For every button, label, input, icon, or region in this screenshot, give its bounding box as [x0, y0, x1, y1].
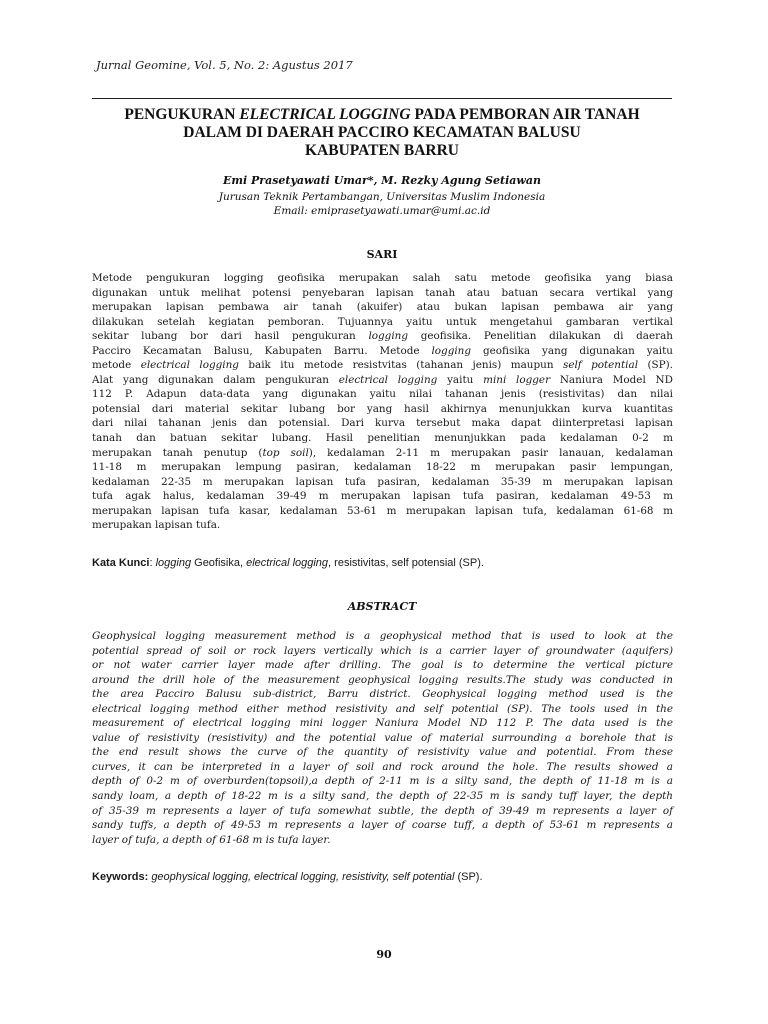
- text-line: 11-18 m merupakan lempung pasiran, kedalaman 18-22 m merupakan pasir lempungan,: [92, 461, 673, 474]
- keywords-label: Keywords:: [92, 871, 149, 883]
- title-line-1-pre: PENGUKURAN: [124, 106, 240, 123]
- kata-kunci: [92, 557, 484, 569]
- text-line: Pacciro Kecamatan Balusu, Kabupaten Barru. Metode logging geofisika yang digunakan yaitu: [92, 344, 674, 357]
- text-line: tanah dan batuan sekitar lubang. Hasil penelitian menunjukkan pada kedalaman 0-2 m: [92, 432, 673, 445]
- text-line: sandy loam, a depth of 18-22 m is a silty sand, the depth of 22-35 m is sandy tuff layer, the depth: [92, 790, 673, 803]
- text-line: the end result shows the curve of the quantity of resistivity value and potential. From these: [92, 746, 673, 759]
- kata-kunci-label: Kata Kunci: [92, 557, 150, 569]
- keywords-values: geophysical logging, electrical logging, resistivity, self potential (SP).: [151, 871, 483, 883]
- header-rule: [92, 98, 672, 99]
- text-line: merupakan lapisan tufa kasar, kedalaman 53-61 m merupakan lapisan tufa, kedalaman 61-68 m: [92, 504, 673, 517]
- abstract-body: [92, 629, 673, 847]
- text-line: of 35-39 m represents a layer of tufa somewhat subtle, the depth of 39-49 m represents a layer of: [92, 804, 673, 817]
- text-line: depth of 0-2 m of overburden(topsoil),a depth of 2-11 m is a silty sand, the depth of 11-18 m is a: [92, 775, 673, 788]
- sari-body: [92, 271, 673, 533]
- authors: Emi Prasetyawati Umar*, M. Rezky Agung Setiawan: [222, 174, 541, 187]
- title-line-1-post: PADA PEMBORAN AIR TANAH: [410, 106, 640, 123]
- email: Email: emiprasetyawati.umar@umi.ac.id: [273, 205, 491, 217]
- text-line: around the drill hole of the measurement geophysical logging results.The study was conducted in: [92, 673, 673, 686]
- text-line: merupakan lapisan pembawa air tanah (akuifer) atau bukan lapisan pembawa air yang: [92, 301, 673, 314]
- text-line: kedalaman 22-35 m merupakan lapisan tufa pasiran, kedalaman 35-39 m merupakan lapisan: [92, 475, 673, 488]
- text-line: measurement of electrical logging mini logger Naniura Model ND 112 P. The data used is the: [92, 717, 673, 730]
- journal-header: Jurnal Geomine, Vol. 5, No. 2: Agustus 2017: [96, 58, 353, 72]
- keywords: [92, 871, 483, 883]
- affiliation-block: [92, 190, 672, 218]
- title-line-3: KABUPATEN BARRU: [304, 142, 459, 159]
- affiliation: Jurusan Teknik Pertambangan, Universitas Muslim Indonesia: [218, 191, 546, 203]
- italic-term: logging: [368, 330, 408, 343]
- italic-term: mini logger: [483, 373, 551, 386]
- text-line: sekitar lubang bor dari hasil pengukuran logging geofisika. Penelitian dilakukan di daerah: [92, 330, 673, 343]
- text-line: potensial dari material sekitar lubang bor yang hasil akhirnya menunjukkan kurva kuantitas: [92, 402, 673, 415]
- title-line-2: DALAM DI DAERAH PACCIRO KECAMATAN BALUSU: [183, 124, 581, 141]
- text-line: or not water carrier layer made after drilling. The goal is to determine the vertical picture: [92, 659, 673, 672]
- text-line: Alat yang digunakan dalam pengukuran electrical logging yaitu mini logger Naniura Model ND: [92, 373, 673, 386]
- page-number: 90: [376, 948, 392, 961]
- text-line: metode electrical logging baik itu metode resistvitas (tahanan jenis) maupun self potential (SP).: [92, 359, 673, 372]
- italic-term: electrical logging: [338, 373, 438, 386]
- text-line: value of resistivity (resistivity) and the potential value of material surrounding a borehole that is: [92, 731, 673, 744]
- text-line: merupakan tanah penutup (top soil), kedalaman 2-11 m merupakan pasir lanauan, kedalaman: [92, 446, 674, 459]
- text-line: dilakukan setelah kegiatan pemboran. Tujuannya yaitu untuk mengetahui gambaran vertikal: [92, 315, 673, 328]
- italic-term: logging: [431, 344, 472, 357]
- title-line-1-em: ELECTRICAL LOGGING: [239, 106, 411, 123]
- italic-term: electrical logging: [140, 359, 239, 372]
- text-line: merupakan lapisan tufa.: [92, 519, 221, 532]
- text-line: dari nilai tahanan jenis dan potensial. Dari kurva tersebut maka dapat diinterpretasi lapisan: [92, 417, 673, 430]
- text-line: electrical logging method either method resistivity and self potential (SP). The tools used in the: [92, 702, 673, 715]
- text-line: potential spread of soil or rock layers vertically which is a carrier layer of groundwater (aquifers): [92, 644, 673, 657]
- italic-term: electrical logging: [246, 557, 329, 569]
- kata-kunci-values: : logging Geofisika, electrical logging, resistivitas, self potensial (SP).: [149, 557, 484, 569]
- italic-term: geophysical logging, electrical logging, resistivity, self potential: [151, 871, 455, 883]
- sari-heading: SARI: [366, 248, 398, 261]
- text-line: digunakan untuk melihat potensi penyebaran lapisan tanah atau batuan secara vertikal yang: [92, 286, 673, 299]
- text-line: Metode pengukuran logging geofisika merupakan salah satu metode geofisika yang biasa: [92, 272, 673, 284]
- text-line: 112 P. Adapun data-data yang digunakan yaitu nilai tahanan jenis (resistivitas) dan nilai: [92, 388, 673, 401]
- paper-title: [92, 106, 672, 160]
- text-line: Geophysical logging measurement method is a geophysical method that is used to look at the: [92, 630, 673, 642]
- text-line: the area Pacciro Balusu sub-district, Barru district. Geophysical logging method used is the: [92, 688, 673, 701]
- text-line: tufa agak halus, kedalaman 39-49 m merupakan lapisan tufa pasiran, kedalaman 49-53 m: [92, 490, 673, 503]
- text-line: curves, it can be interpreted in a layer of soil and rock around the hole. The results showed a: [92, 760, 673, 773]
- italic-term: self potential: [562, 359, 639, 372]
- text-line: layer of tufa, a depth of 61-68 m is tufa layer.: [92, 833, 331, 846]
- text-line: sandy tuffs, a depth of 49-53 m represents a layer of coarse tuff, a depth of 53-61 m represents a: [92, 819, 673, 832]
- title-line-1: [92, 106, 672, 124]
- italic-term: logging: [155, 557, 192, 569]
- italic-term: top soil: [262, 446, 309, 459]
- abstract-heading: ABSTRACT: [347, 600, 417, 613]
